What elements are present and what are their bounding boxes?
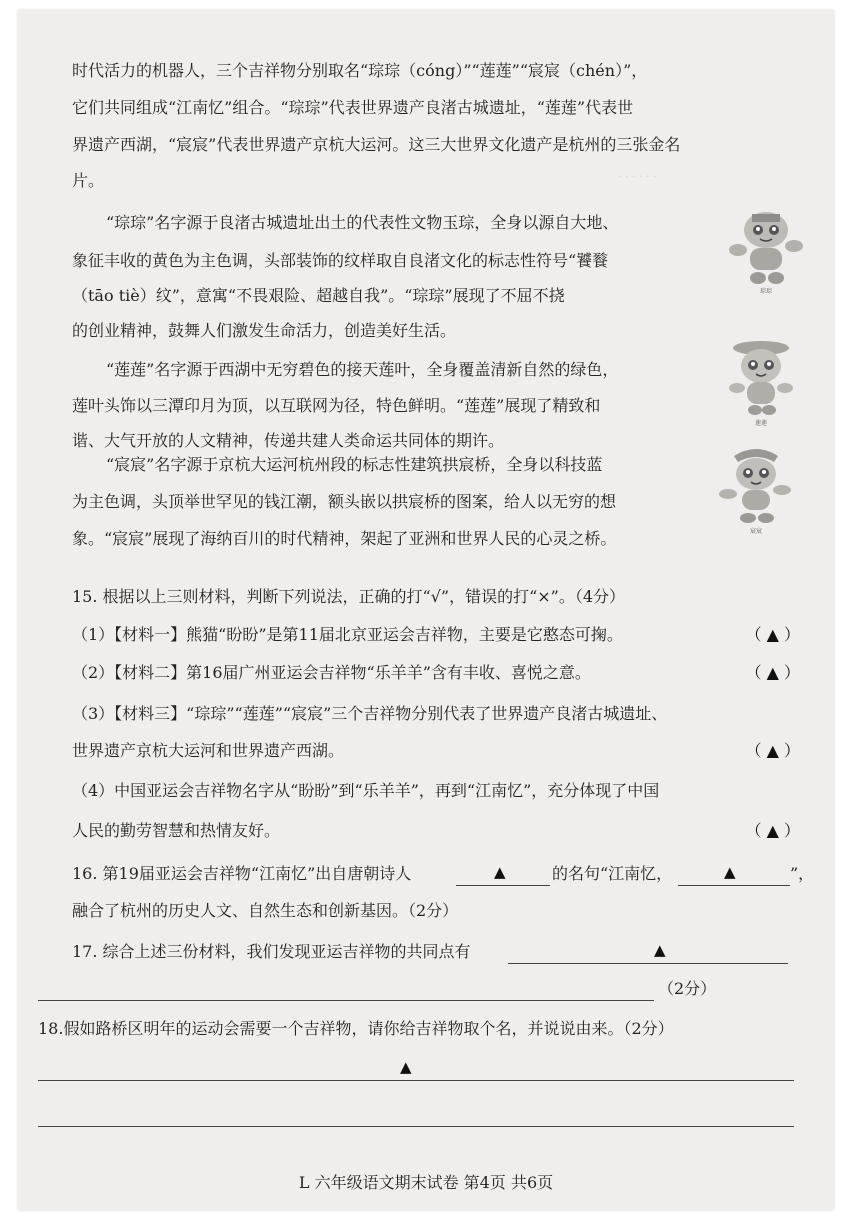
q15-item-2-answer[interactable]: （ ▲ ） [745,663,800,682]
q15-item-1 [72,624,804,646]
q16-text-part-2: 的名句“江南忆， [552,864,673,883]
congcong-line-2: 象征丰收的黄色为主色调，头部装饰的纹样取自良渚文化的标志性符号“饕餮 [72,251,609,270]
chenchen-figure-icon [718,446,794,526]
bleed-through-text: · · · · · · [618,170,657,183]
chenchen-mascot-image [718,446,794,536]
q15-item-3-answer[interactable]: （ ▲ ） [745,741,800,760]
lianlian-caption: 莲莲 [754,421,767,427]
congcong-figure-icon [728,206,804,286]
exam-page [18,10,834,1210]
lianlian-line-3: 谐、大气开放的人文精神，传递共建人类命运共同体的期许。 [72,431,505,450]
intro-line-4: 片。 [72,171,105,190]
congcong-mascot-image [728,206,804,296]
q15-item-3-line-1: （3）【材料三】“琮琮”“莲莲”“宸宸”三个吉祥物分别代表了世界遗产良渚古城遗址、 [72,704,668,723]
q16-text-part-3: ”， [790,864,815,883]
q15-item-1-text: （1）【材料一】熊猫“盼盼”是第11届北京亚运会吉祥物，主要是它憨态可掬。 [72,625,623,644]
q15-item-4-line-2: 人民的勤劳智慧和热情友好。 [72,821,281,840]
lianlian-line-2: 莲叶头饰以三潭印月为顶，以互联网为径，特色鲜明。“莲莲”展现了精致和 [72,396,601,415]
q16-poem-blank[interactable] [678,863,790,886]
q18-answer-marker: ▲ [400,1058,412,1076]
congcong-caption: 琮琮 [759,289,772,295]
q18-answer-line-2[interactable] [38,1104,794,1127]
q16-poet-answer-marker: ▲ [494,863,506,881]
intro-line-1: 时代活力的机器人，三个吉祥物分别取名“琮琮（cóng）”“莲莲”“宸宸（chén）”， [72,61,648,80]
chenchen-line-1: “宸宸”名字源于京杭大运河杭州段的标志性建筑拱宸桥，全身以科技蓝 [106,455,603,474]
q16-text-part-1: 16. 第19届亚运会吉祥物“江南忆”出自唐朝诗人 [72,864,412,883]
q15-item-1-answer[interactable]: （ ▲ ） [745,625,800,644]
q15-stem: 15. 根据以上三则材料，判断下列说法，正确的打“√”，错误的打“×”。（4分） [72,587,626,606]
q17-answer-blank-2[interactable] [38,978,654,1001]
q15-item-2: （2）【材料二】第16届广州亚运会吉祥物“乐羊羊”含有丰收、喜悦之意。 [72,663,591,682]
congcong-line-3: （tāo tiè）纹”，意寓“不畏艰险、超越自我”。“琮琮”展现了不屈不挠 [72,286,565,305]
lianlian-line-1: “莲莲”名字源于西湖中无穷碧色的接天莲叶，全身覆盖清新自然的绿色， [106,360,619,379]
q15-item-4-answer[interactable]: （ ▲ ） [745,821,800,840]
q16-poet-blank[interactable] [456,863,550,886]
chenchen-line-2: 为主色调，头顶举世罕见的钱江潮，额头嵌以拱宸桥的图案，给人以无穷的想 [72,492,617,511]
lianlian-mascot-image [723,338,799,428]
q18-answer-line-1[interactable] [38,1058,794,1081]
page-footer: L 六年级语文期末试卷 第4页 共6页 [298,1173,554,1192]
congcong-line-1: “琮琮”名字源于良渚古城遗址出土的代表性文物玉琮，全身以源自大地、 [106,213,619,232]
q18-text: 18.假如路桥区明年的运动会需要一个吉祥物，请你给吉祥物取个名，并说说由来。（2分） [38,1019,674,1038]
congcong-line-4: 的创业精神，鼓舞人们激发生命活力，创造美好生活。 [72,321,457,340]
q17-answer-marker: ▲ [654,941,666,959]
chenchen-line-3: 象。“宸宸”展现了海纳百川的时代精神，架起了亚洲和世界人民的心灵之桥。 [72,529,617,548]
q15-item-4-line-1: （4）中国亚运会吉祥物名字从“盼盼”到“乐羊羊”，再到“江南忆”，充分体现了中国 [72,781,660,800]
q16-line-2: 融合了杭州的历史人文、自然生态和创新基因。（2分） [72,901,459,920]
q15-item-3-line-2: 世界遗产京杭大运河和世界遗产西湖。 [72,741,345,760]
q17-answer-blank-1[interactable] [508,941,788,964]
q16-poem-answer-marker: ▲ [724,863,736,881]
intro-line-2: 它们共同组成“江南忆”组合。“琮琮”代表世界遗产良渚古城遗址，“莲莲”代表世 [72,98,634,117]
chenchen-caption: 宸宸 [749,529,762,535]
q17-score: （2分） [658,979,717,998]
lianlian-figure-icon [723,338,799,418]
intro-line-3: 界遗产西湖，“宸宸”代表世界遗产京杭大运河。这三大世界文化遗产是杭州的三张金名 [72,135,681,154]
q17-text: 17. 综合上述三份材料，我们发现亚运吉祥物的共同点有 [72,942,471,961]
